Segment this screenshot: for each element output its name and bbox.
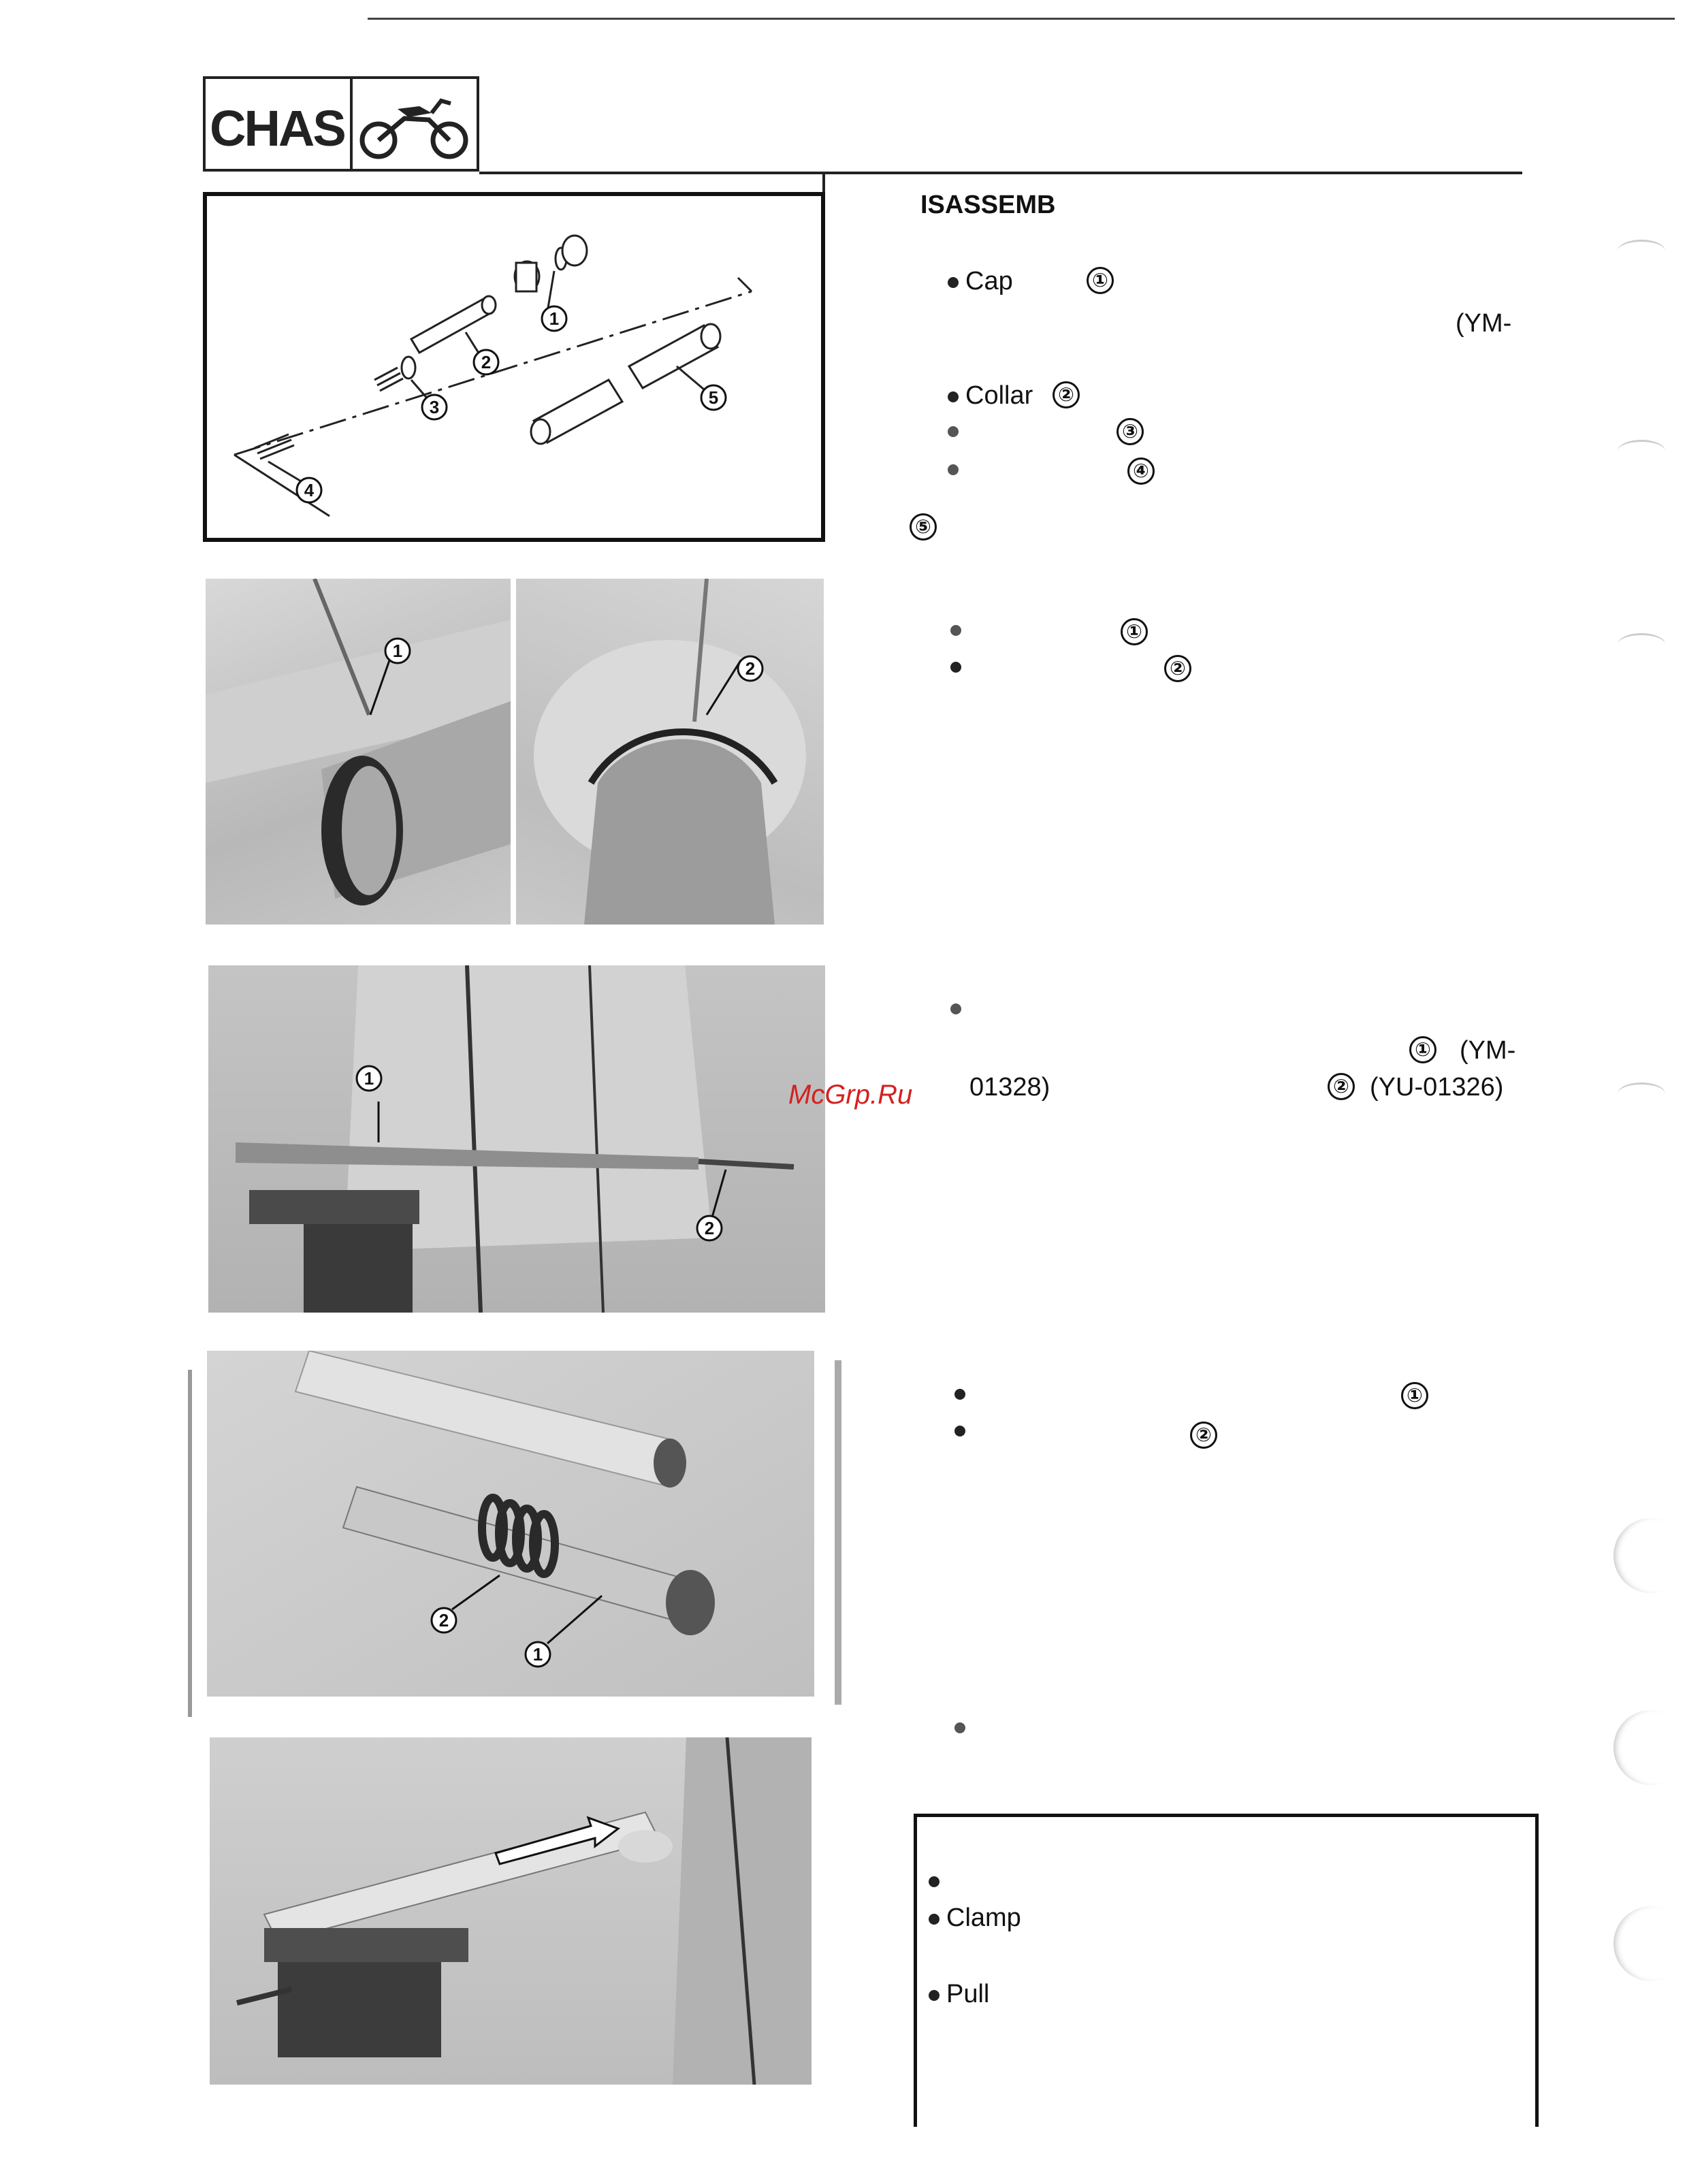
note-item-clamp: Clamp bbox=[929, 1905, 1021, 1931]
exploded-diagram bbox=[203, 192, 825, 542]
bullet-icon bbox=[929, 1990, 940, 2001]
photo-dust-seal bbox=[206, 579, 511, 925]
bullet-icon bbox=[948, 464, 959, 475]
step1-item-cap: Cap bbox=[948, 268, 1013, 294]
bullet-icon bbox=[948, 426, 959, 437]
step3-ref-ym: (YM- bbox=[1460, 1036, 1516, 1065]
svg-text:4: 4 bbox=[304, 480, 315, 500]
bullet-icon bbox=[954, 1389, 965, 1400]
photo-stopper-ring bbox=[516, 579, 824, 925]
step1-item-collar: Collar bbox=[948, 383, 1033, 408]
step4-num-2: ② bbox=[1190, 1422, 1217, 1449]
step1-num-1: ① bbox=[1087, 267, 1114, 294]
photo-edge-mark bbox=[188, 1370, 192, 1717]
photo-edge-mark bbox=[835, 1360, 841, 1705]
photo-callout-1: 1 bbox=[364, 1068, 374, 1089]
step4-num-1: ① bbox=[1401, 1382, 1428, 1409]
binder-mark bbox=[1618, 440, 1665, 462]
svg-text:5: 5 bbox=[708, 387, 719, 408]
photo-callout-2: 2 bbox=[704, 1218, 715, 1238]
bullet-icon bbox=[950, 662, 961, 673]
note-item-pull: Pull bbox=[929, 1981, 989, 2007]
step1-ref-ym: (YM- bbox=[1456, 309, 1512, 338]
bullet-icon bbox=[950, 1003, 961, 1014]
bullet-icon bbox=[954, 1722, 965, 1733]
bullet-icon bbox=[950, 625, 961, 636]
step3-part-01328: 01328) bbox=[969, 1073, 1050, 1102]
svg-text:1: 1 bbox=[549, 308, 560, 329]
photo-callout-1: 1 bbox=[392, 641, 403, 661]
svg-text:3: 3 bbox=[429, 397, 440, 417]
step1-num-4: ④ bbox=[1127, 457, 1155, 485]
step3-num-1: ① bbox=[1409, 1036, 1436, 1063]
photo-dust-seal-drawing bbox=[206, 579, 511, 925]
bullet-icon bbox=[929, 1876, 940, 1887]
bullet-icon bbox=[948, 277, 959, 288]
photo-damper-removal-drawing bbox=[208, 965, 825, 1313]
photo-callout-1: 1 bbox=[532, 1644, 543, 1665]
bullet-icon bbox=[954, 1426, 965, 1436]
svg-text:2: 2 bbox=[481, 352, 492, 372]
photo-callout-2: 2 bbox=[745, 658, 756, 679]
binder-mark bbox=[1618, 633, 1665, 656]
step1-num-2: ② bbox=[1053, 381, 1080, 408]
photo-damper-rod-spring bbox=[207, 1351, 814, 1697]
step1-num-3: ③ bbox=[1117, 418, 1144, 445]
photo-pull-outer-tube-drawing bbox=[210, 1737, 812, 2085]
photo-callout-2: 2 bbox=[438, 1610, 449, 1631]
watermark: McGrp.Ru bbox=[788, 1080, 913, 1110]
bullet-icon bbox=[929, 1914, 940, 1925]
photo-damper-rod-spring-drawing bbox=[207, 1351, 814, 1697]
bullet-icon bbox=[948, 391, 959, 402]
step2-num-1: ① bbox=[1121, 618, 1148, 645]
header-divider bbox=[350, 79, 353, 169]
motorcycle-icon bbox=[357, 89, 472, 163]
exploded-diagram-drawing bbox=[207, 196, 821, 538]
step3-part-yu01326: (YU-01326) bbox=[1370, 1073, 1504, 1102]
diagram-callouts bbox=[297, 306, 726, 502]
section-label: CHAS bbox=[210, 100, 344, 157]
photo-damper-removal bbox=[208, 965, 825, 1313]
header-rule bbox=[479, 172, 1522, 174]
section-header bbox=[203, 76, 479, 172]
note-box bbox=[914, 1814, 1539, 2127]
top-rule bbox=[368, 18, 1675, 20]
step2-num-2: ② bbox=[1164, 655, 1191, 682]
section-title: ISASSEMB bbox=[920, 191, 1056, 219]
binder-mark bbox=[1618, 240, 1665, 262]
column-divider bbox=[822, 172, 825, 195]
step3-num-2: ② bbox=[1328, 1073, 1355, 1100]
photo-stopper-ring-drawing bbox=[516, 579, 824, 925]
binder-mark bbox=[1618, 1082, 1665, 1105]
binder-hole bbox=[1613, 1710, 1688, 1785]
step1-num-5: ⑤ bbox=[910, 513, 937, 541]
photo-pull-outer-tube bbox=[210, 1737, 812, 2085]
binder-hole bbox=[1613, 1906, 1688, 1981]
binder-hole bbox=[1613, 1518, 1688, 1593]
